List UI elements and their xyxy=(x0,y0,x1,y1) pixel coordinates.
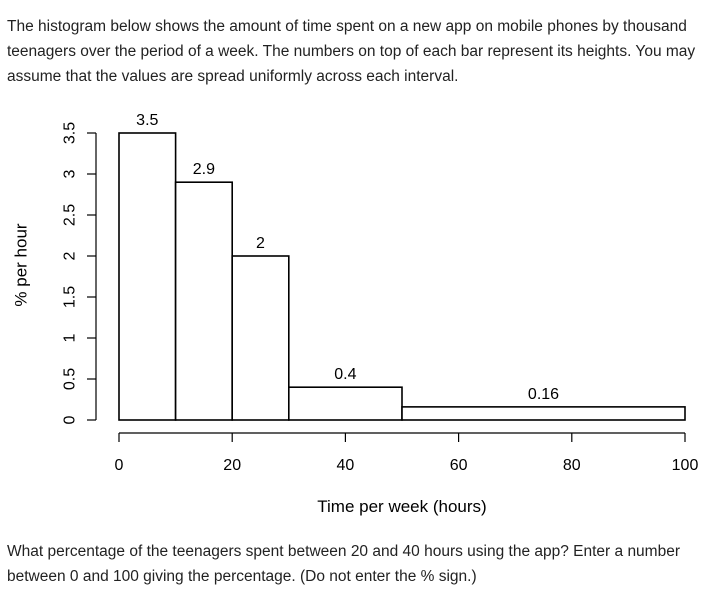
bar-value-label-4: 0.16 xyxy=(527,385,560,403)
y-tick-label-1: 0.5 xyxy=(61,367,79,391)
histogram-bar-3 xyxy=(289,387,402,420)
y-tick-label-5: 2.5 xyxy=(61,203,79,227)
question-text: What percentage of the teenagers spent between 20 and 40 hours using the app? Enter a number between 0 and 100 giving the percentage. (Do not enter the % sign.) xyxy=(7,543,680,585)
bar-value-label-0: 3.5 xyxy=(136,112,159,129)
y-tick-label-7: 3.5 xyxy=(61,121,79,145)
x-tick-label-1: 20 xyxy=(223,457,242,474)
x-axis-label: Time per week (hours) xyxy=(317,497,487,516)
x-tick-label-0: 0 xyxy=(114,457,124,474)
bar-value-label-3: 0.4 xyxy=(334,366,357,384)
y-tick-label-0: 0 xyxy=(61,415,79,425)
y-tick-label-2: 1 xyxy=(61,333,79,343)
histogram-bar-0 xyxy=(119,133,176,420)
bar-value-label-1: 2.9 xyxy=(192,161,216,179)
x-tick-label-4: 80 xyxy=(562,457,581,474)
y-tick-label-4: 2 xyxy=(61,251,79,261)
y-axis xyxy=(62,122,97,425)
x-tick-label-5: 100 xyxy=(671,457,699,474)
intro-text: The histogram below shows the amount of time spent on a new app on mobile phones by thousand teenagers over the period of a week. The numbers on top of each bar represent its heights. You may assume that the values are spread uniformly across each interval. xyxy=(7,18,696,85)
histogram-bar-4 xyxy=(402,407,685,420)
y-axis-label: % per hour xyxy=(11,223,31,307)
y-tick-label-3: 1.5 xyxy=(61,285,79,309)
histogram-bar-1 xyxy=(176,182,233,420)
x-tick-label-2: 40 xyxy=(336,457,355,474)
histogram-chart xyxy=(0,100,718,530)
y-tick-label-6: 3 xyxy=(61,169,79,179)
x-axis xyxy=(115,433,699,474)
x-tick-label-3: 60 xyxy=(449,457,468,474)
histogram-bar-2 xyxy=(232,256,289,420)
bar-value-label-2: 2 xyxy=(256,235,265,252)
